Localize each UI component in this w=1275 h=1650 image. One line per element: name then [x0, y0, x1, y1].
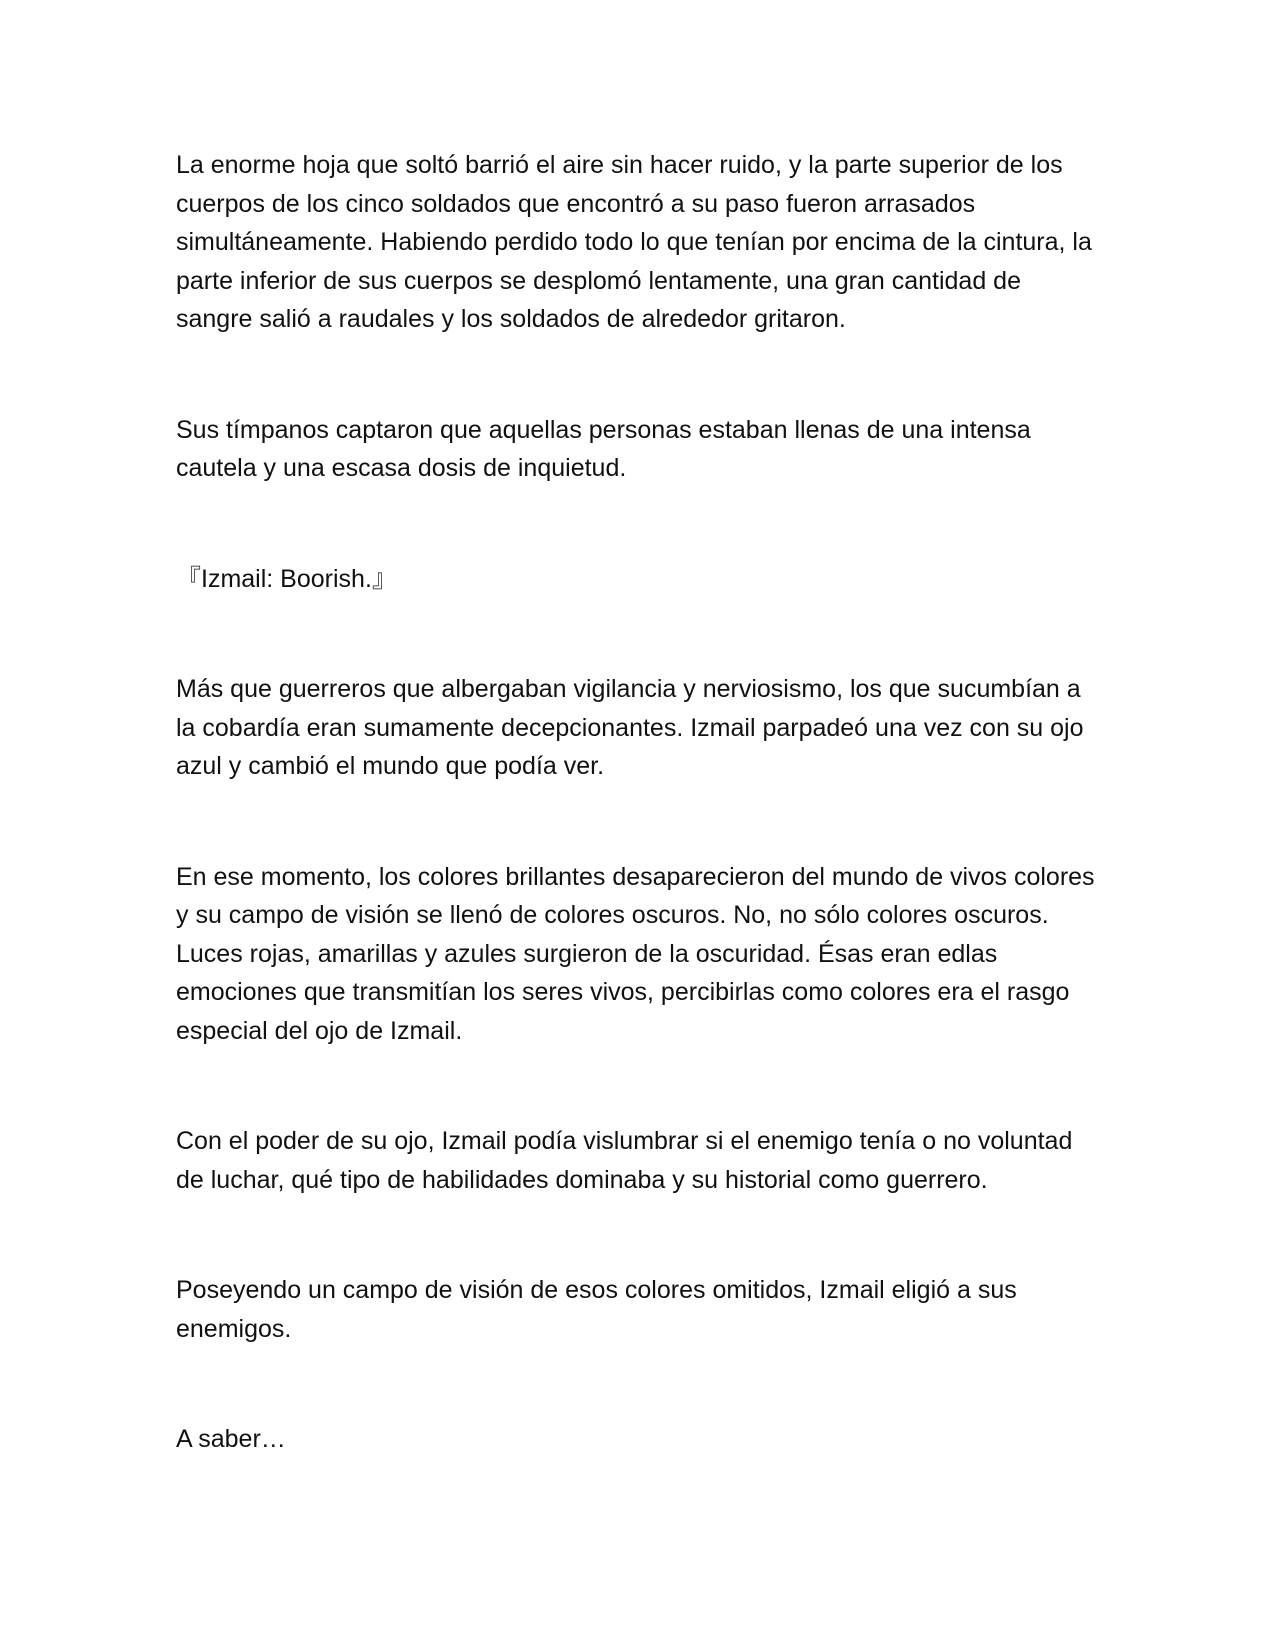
paragraph-3: Más que guerreros que albergaban vigilancia y nerviosismo, los que sucumbían a la cobardía eran sumamente decepcionantes. Izmail parpadeó una vez con su ojo azul y cambió el mundo que podía ver. [176, 675, 1084, 780]
dialogue-line: 『Izmail: Boorish.』 [176, 564, 397, 593]
paragraph-1: La enorme hoja que soltó barrió el aire sin hacer ruido, y la parte superior de los cuerpos de los cinco soldados que encontró a su paso fueron arrasados simultáneamente. Habiendo perdido todo lo que tenían por encima de la cintura, la parte inferior de sus cuerpos se desplomó lentamente, una gran cantidad de sangre salió a raudales y los soldados de alrededor gritaron. [176, 151, 1092, 333]
paragraph-2: Sus tímpanos captaron que aquellas personas estaban llenas de una intensa cautela y una escasa dosis de inquietud. [176, 415, 1031, 482]
paragraph-5: Con el poder de su ojo, Izmail podía vislumbrar si el enemigo tenía o no voluntad de luchar, qué tipo de habilidades dominaba y su historial como guerrero. [176, 1127, 1073, 1194]
paragraph-7: A saber… [176, 1425, 286, 1453]
paragraph-4: En ese momento, los colores brillantes desaparecieron del mundo de vivos colores y su campo de visión se llenó de colores oscuros. No, no sólo colores oscuros. Luces rojas, amarillas y azules surgieron de la oscuridad. Ésas eran edlas emociones que transmitían los seres vivos, percibirlas como colores era el rasgo especial del ojo de Izmail. [176, 862, 1095, 1045]
document-body [176, 146, 1096, 1459]
paragraph-6: Poseyendo un campo de visión de esos colores omitidos, Izmail eligió a sus enemigos. [176, 1276, 1017, 1343]
